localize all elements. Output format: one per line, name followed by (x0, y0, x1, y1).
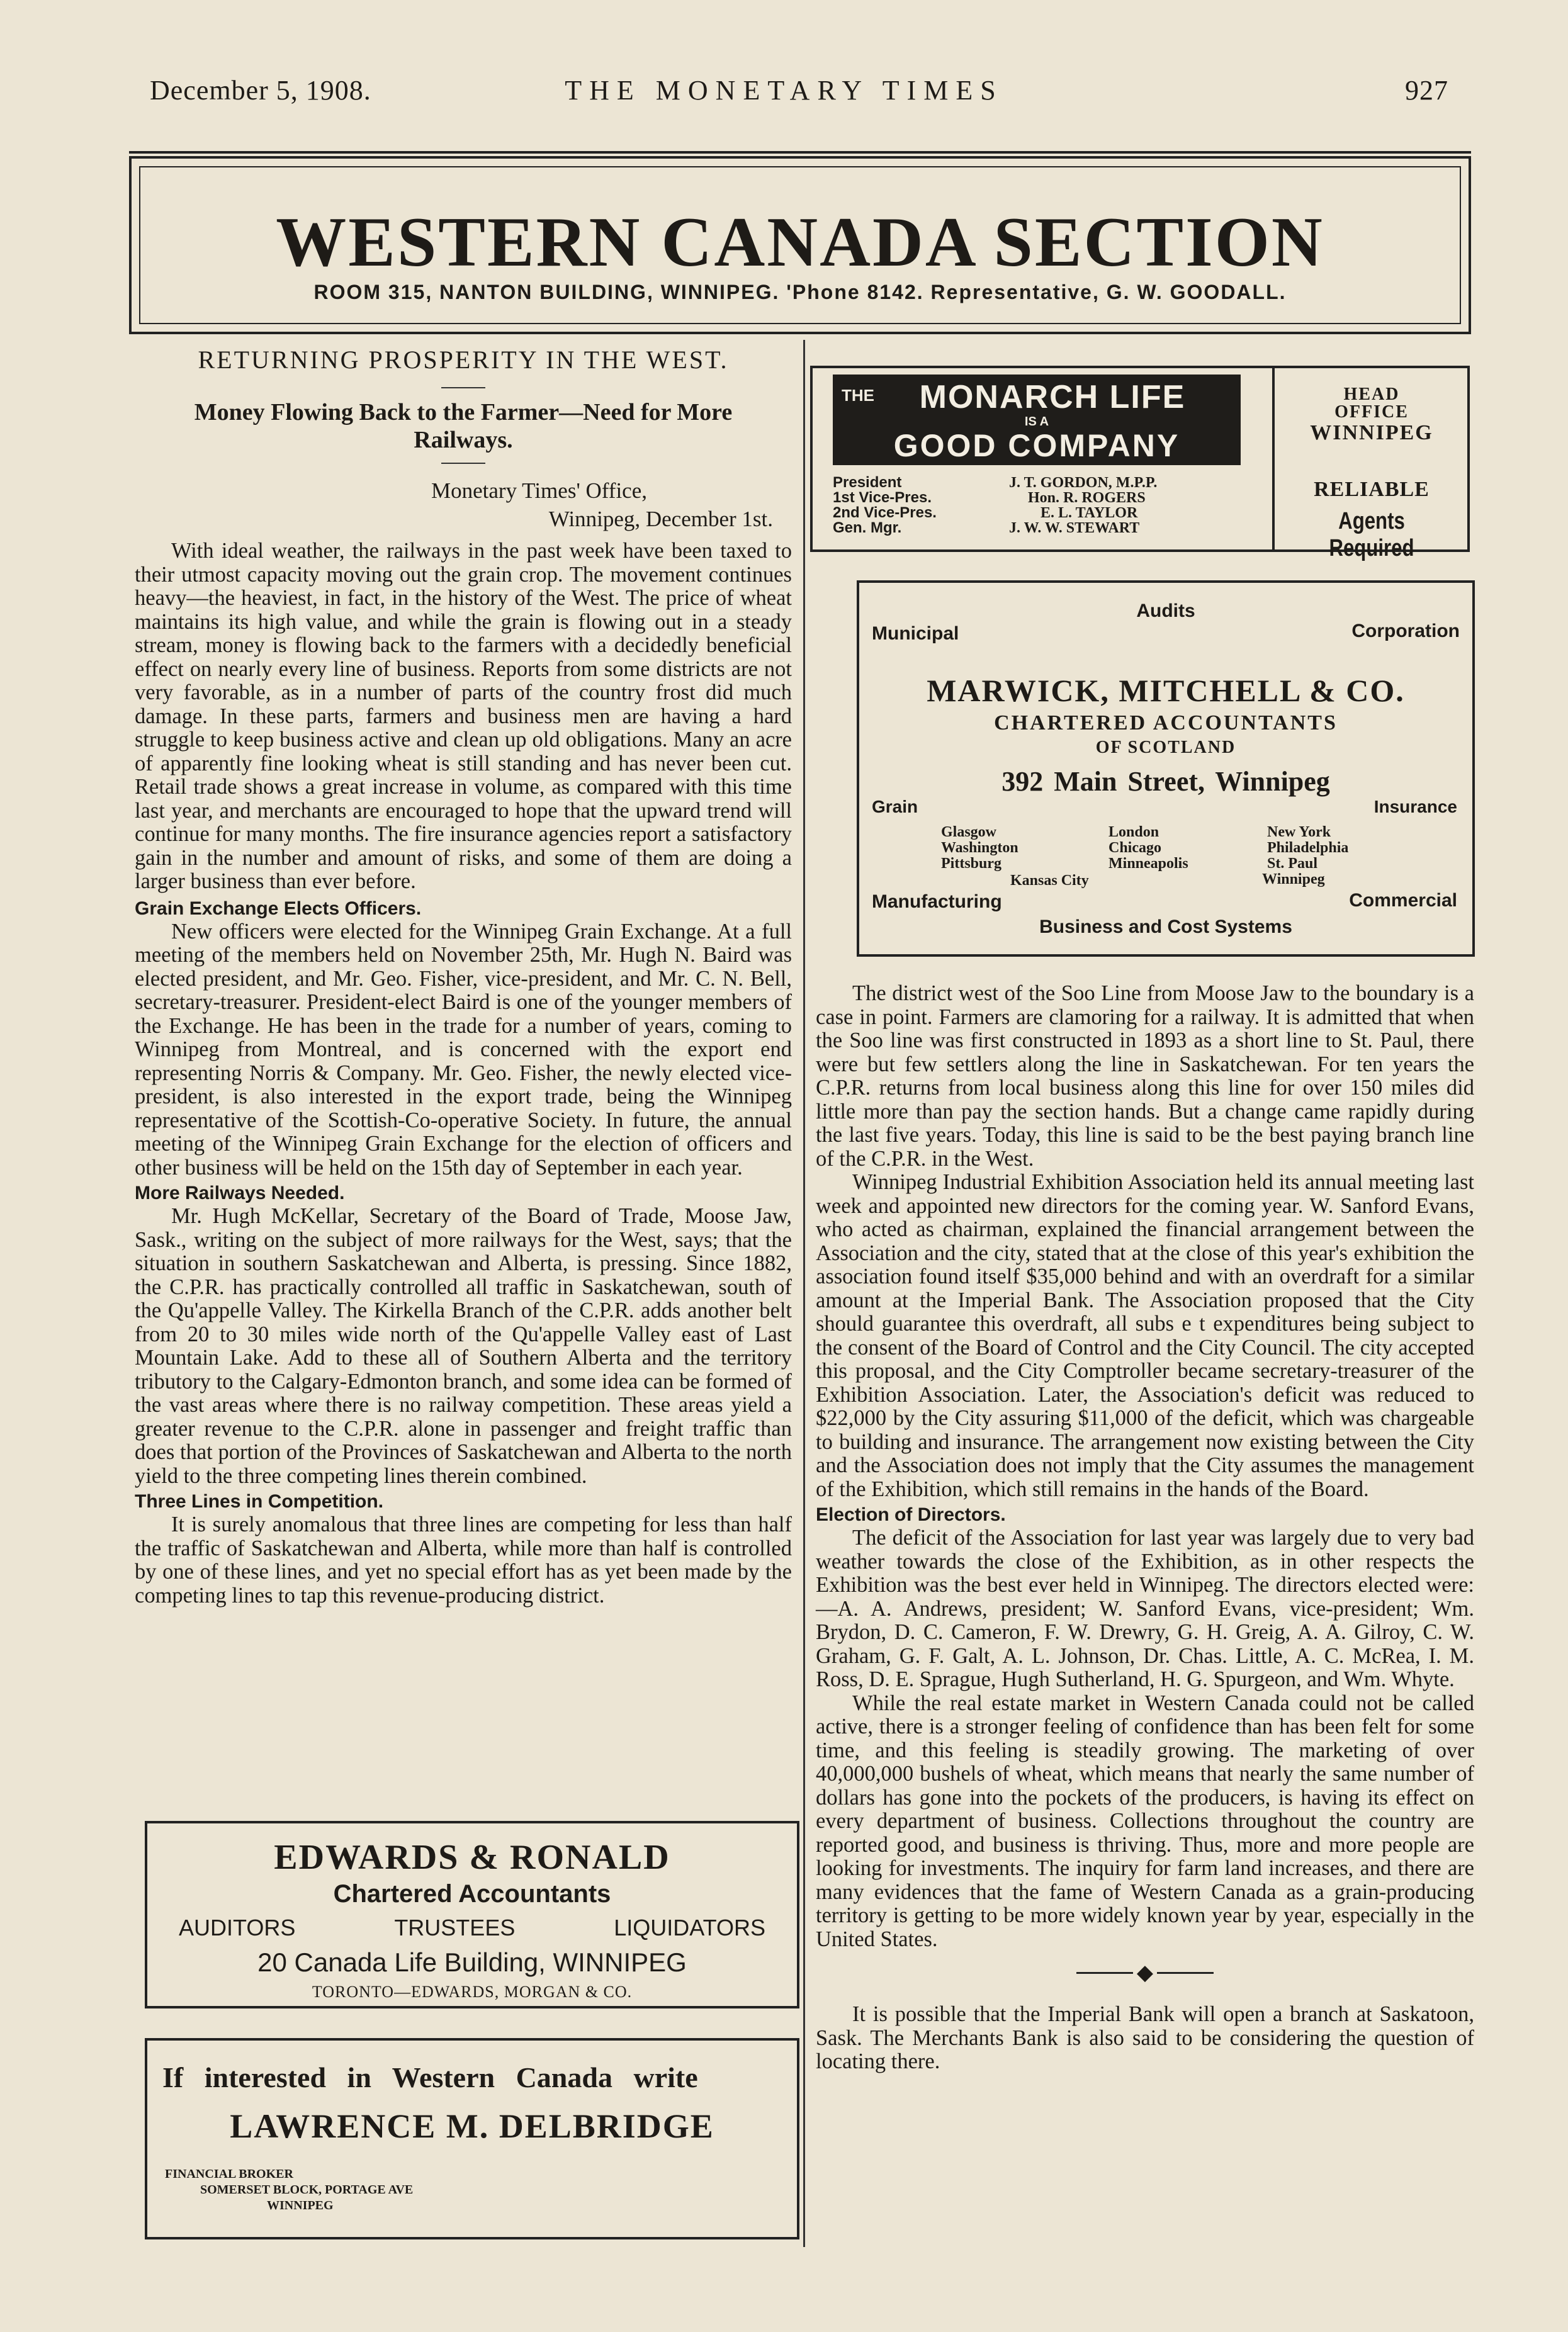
officer-row (833, 490, 1242, 505)
officer-row (833, 475, 1242, 490)
marwick-chartered: CHARTERED ACCOUNTANTS (994, 711, 1338, 735)
marwick-cities-col2 (1108, 825, 1188, 872)
city: London (1108, 824, 1159, 840)
monarch-reliable: RELIABLE (1314, 478, 1430, 501)
city: Philadelphia (1267, 840, 1349, 856)
marwick-municipal: Municipal (872, 623, 959, 644)
section-banner-inner (139, 166, 1461, 324)
delbridge-headline: If interested in Western Canada write (162, 2061, 698, 2093)
banner-top-rule (129, 151, 1471, 154)
officer-role: President (833, 474, 902, 491)
ad-monarch-life (810, 366, 1470, 561)
officer-role: Gen. Mgr. (833, 519, 902, 536)
marwick-commercial: Commercial (1349, 890, 1457, 911)
service-auditors: AUDITORS (179, 1915, 296, 1941)
article-title: RETURNING PROSPERITY IN THE WEST. (198, 346, 729, 374)
article-paragraph-9: It is possible that the Imperial Bank will open a branch at Saskatoon, Sask. The Merchants Bank is also said to be considering the question of locating there. (816, 2002, 1474, 2073)
section-ornament (816, 1960, 1474, 1985)
delbridge-title: FINANCIAL BROKER (165, 2167, 293, 2181)
officer-row (833, 505, 1242, 521)
subtitle-rule (441, 463, 485, 464)
article-right-column (816, 982, 1474, 2074)
ornament-rule-right (1157, 1972, 1214, 1974)
edwards-subtitle: Chartered Accountants (333, 1880, 611, 1908)
subhead-election: Election of Directors. (816, 1504, 1006, 1525)
monarch-black-banner (833, 375, 1241, 465)
officer-name: E. L. TAYLOR (1041, 505, 1138, 521)
marwick-grain: Grain (872, 797, 918, 816)
city: Minneapolis (1108, 855, 1188, 872)
edwards-toronto: TORONTO—EDWARDS, MORGAN & CO. (312, 1983, 633, 2001)
delbridge-address: SOMERSET BLOCK, PORTAGE AVE (200, 2183, 414, 2197)
subhead-more-railways: More Railways Needed. (135, 1183, 345, 1203)
section-banner (129, 156, 1471, 334)
service-trustees: TRUSTEES (394, 1915, 516, 1941)
monarch-divider (1272, 368, 1275, 549)
ad-edwards-ronald (145, 1821, 799, 2008)
article-subtitle: Money Flowing Back to the Farmer—Need for More Railways. (194, 399, 733, 453)
city-kansas: Kansas City (1010, 872, 1089, 889)
city: St. Paul (1267, 855, 1318, 872)
publication-title: THE MONETARY TIMES (565, 75, 1003, 106)
marwick-scotland: OF SCOTLAND (1095, 738, 1236, 757)
article-paragraph-7: The deficit of the Association for last year was largely due to very bad weather towards the close of the Exhibition, as in other respects the Exhibition was the best ever held in Winnipeg. The directors elected were:—A. A. Andrews, president; W. Sanford Evans, vice-president; Wm. Brydon, D. C. Cameron, F. W. Drewry, G. H. Greig, A. A. Gilroy, C. W. Graham, G. F. Galt, A. L. Johnson, Dr. Chas. Little, A. C. McRea, I. M. Ross, D. E. Sprague, Hugh Sutherland, H. G. Spurgeon, and Wm. Whyte. (816, 1526, 1474, 1691)
head-office-line1: HEAD (1343, 385, 1400, 404)
delbridge-name: LAWRENCE M. DELBRIDGE (230, 2107, 714, 2145)
city: Chicago (1108, 840, 1161, 856)
page-date: December 5, 1908. (150, 75, 371, 106)
delbridge-city: WINNIPEG (267, 2199, 334, 2212)
marwick-corporation: Corporation (1351, 621, 1460, 641)
ornament-diamond: ◆ (1136, 1961, 1154, 1985)
article-paragraph-6: Winnipeg Industrial Exhibition Association held its annual meeting last week and appointed new directors for the coming year. W. Sanford Evans, who acted as chairman, explained the financial arrangement between the Association and the city, stated that at the close of this year's exhibition the association found itself $35,000 behind and with an overdraft for a similar amount at the Imperial Bank. The Association proposed that the City should guarantee this overdraft, all subs e t expenditures being subject to the consent of the Board of Control and the City Council. The city accepted this proposal, and the City Comptroller became secretary-treasurer of the Exhibition Association. Later, the Association's deficit was reduced to $22,000 by the City assuring $11,000 of the deficit, which was chargeable to building and insurance. The arrangement now existing between the City and the Association does not imply that the City assumes the management of the Exhibition, which still remains in the hands of the Board. (816, 1170, 1474, 1501)
marwick-systems: Business and Cost Systems (1039, 916, 1292, 937)
article-paragraph-1: With ideal weather, the railways in the past week have been taxed to their utmost capacity moving out the grain crop. The movement continues heavy—the heaviest, in fact, in the history of the West. The price of wheat maintains its high value, and while the grain is flowing out in a steady stream, money is flowing back to the farmers with a decidedly beneficial effect on nearly every line of business. Reports from some districts are not very favorable, as in a number of parts of the country frost did much damage. In these parts, farmers and business men are having a hard struggle to keep business active and clean up old obligations. Many an acre of apparently fine looking wheat is still standing and has never been cut. Retail trade shows a great increase in volume, as compared with this time last year, and merchants are encouraged to hope that the upward trend will continue for many months. The fire insurance agencies report a satisfactory gain in the number and amount of risks, and some of them are doing a larger business than ever before. (135, 539, 792, 893)
monarch-the: THE (842, 386, 874, 405)
monarch-agents: Agents Required (1329, 508, 1414, 561)
column-divider (803, 340, 805, 2247)
section-title: WESTERN CANADA SECTION (276, 203, 1324, 281)
officer-role: 2nd Vice-Pres. (833, 504, 937, 521)
service-liquidators: LIQUIDATORS (614, 1915, 765, 1941)
article-paragraph-4: It is surely anomalous that three lines are competing for less than half the traffic of Saskatchewan and Alberta, while more than half is controlled by one of these lines, and yet no special effort has as yet been made by the competing lines to tap this revenue-producing district. (135, 1512, 792, 1608)
marwick-address: 392 Main Street, Winnipeg (1001, 766, 1330, 797)
article-paragraph-5: The district west of the Soo Line from Moose Jaw to the boundary is a case in point. Farmers are clamoring for a railway. It is admitted that when the Soo line was first constructed in 1893 as a short line to St. Paul, there were but few settlers along the line in Saskatchewan. For ten years the C.P.R. returns from local business along this line for over 150 miles did little more than pay the section hands. But a change came rapidly during the last five years. Today, this line is said to be the best paying branch line of the C.P.R. in the West. (816, 981, 1474, 1171)
officer-name: Hon. R. ROGERS (1028, 490, 1146, 506)
monarch-name: MONARCH LIFE (919, 379, 1186, 415)
marwick-cities-col3 (1267, 825, 1348, 872)
edwards-name: EDWARDS & RONALD (274, 1838, 670, 1877)
officer-row (833, 521, 1242, 536)
officer-name: J. W. W. STEWART (1009, 520, 1140, 536)
marwick-name: MARWICK, MITCHELL & CO. (927, 673, 1405, 708)
article-paragraph-2: New officers were elected for the Winnipeg Grain Exchange. At a full meeting of the members held on November 25th, Mr. Hugh N. Baird was elected president, and Mr. Geo. Fisher, vice-president, and Mr. C. N. Bell, secretary-treasurer. President-elect Baird is one of the younger members of the Exchange. He has been in the trade for a number of years, coming to Winnipeg from Montreal, and is concerned with the export end representing Norris & Company. Mr. Geo. Fisher, the newly elected vice-president, is also interested in the export trade, being the Winnipeg representative of the Scottish-Co-operative Society. In future, the annual meeting of the Winnipeg Grain Exchange for the election of officers and other business will be held on the 15th day of September in each year. (135, 919, 792, 1180)
city: New York (1267, 824, 1331, 840)
monarch-officers (833, 475, 1242, 536)
title-rule (441, 387, 485, 388)
page-number: 927 (1405, 75, 1448, 106)
ornament-rule-left (1076, 1972, 1133, 1974)
ad-marwick-mitchell (857, 580, 1475, 957)
article-paragraph-8: While the real estate market in Western Canada could not be called active, there is a stronger feeling of confidence than has been felt for some time, and this feeling is steadily growing. The marketing of over 40,000,000 bushels of wheat, which means that nearly the same number of dollars has gone into the pockets of the producers, is having its effect on every department of business. Collections throughout the country are reported good, and business is thriving. Thus, more and more people are looking for investments. The inquiry for farm land increases, and there are many evidences that the fame of Western Canada as a grain-producing territory is getting to be more widely known year by year, especially in the United States. (816, 1691, 1474, 1951)
article-paragraph-3: Mr. Hugh McKellar, Secretary of the Board of Trade, Moose Jaw, Sask., writing on the subject of more railways for the West, says; that the situation in southern Saskatchewan and Alberta, is pressing. Since 1882, the C.P.R. has practically controlled all traffic in Saskatchewan, south of the Qu'appelle Valley. The Kirkella Branch of the C.P.R. adds another belt from 20 to 30 miles wide north of the Qu'appelle Valley east of Last Mountain Lake. Add to these all of Southern Alberta and the territory tributory to the Calgary-Edmonton branch, and some idea can be formed of the vast areas where there is no railway competition. These areas yield a greater revenue to the C.P.R. alone in passenger and freight traffic than does that portion of the Provinces of Saskatchewan and Alberta to the north yield to the three competing lines therein combined. (135, 1204, 792, 1488)
marwick-manufacturing: Manufacturing (872, 891, 1002, 912)
edwards-address: 20 Canada Life Building, WINNIPEG (257, 1947, 687, 1977)
city: Glasgow (941, 824, 997, 840)
city: Pittsburg (941, 855, 1001, 872)
marwick-insurance: Insurance (1373, 797, 1457, 816)
marwick-audits: Audits (1136, 600, 1195, 621)
subhead-grain-exchange: Grain Exchange Elects Officers. (135, 898, 422, 919)
dateline-office: Monetary Times' Office, (431, 478, 647, 503)
officer-name: J. T. GORDON, M.P.P. (1009, 475, 1158, 491)
article-left-column (135, 345, 792, 1608)
section-subtitle: ROOM 315, NANTON BUILDING, WINNIPEG. 'Phone 8142. Representative, G. W. GOODALL. (313, 281, 1287, 303)
city-winnipeg: Winnipeg (1262, 871, 1325, 887)
edwards-services (147, 1908, 797, 1941)
monarch-head-office (1278, 386, 1465, 445)
ad-delbridge (145, 2038, 799, 2239)
dateline-city: Winnipeg, December 1st. (548, 507, 773, 531)
head-office-line2: OFFICE (1334, 402, 1409, 422)
monarch-good-company: GOOD COMPANY (893, 428, 1180, 463)
subhead-three-lines: Three Lines in Competition. (135, 1491, 384, 1512)
marwick-cities-col1 (941, 825, 1018, 872)
city: Washington (941, 840, 1018, 856)
officer-role: 1st Vice-Pres. (833, 489, 932, 506)
monarch-is-a: IS A (1024, 415, 1049, 429)
head-office-line3: WINNIPEG (1310, 421, 1433, 444)
